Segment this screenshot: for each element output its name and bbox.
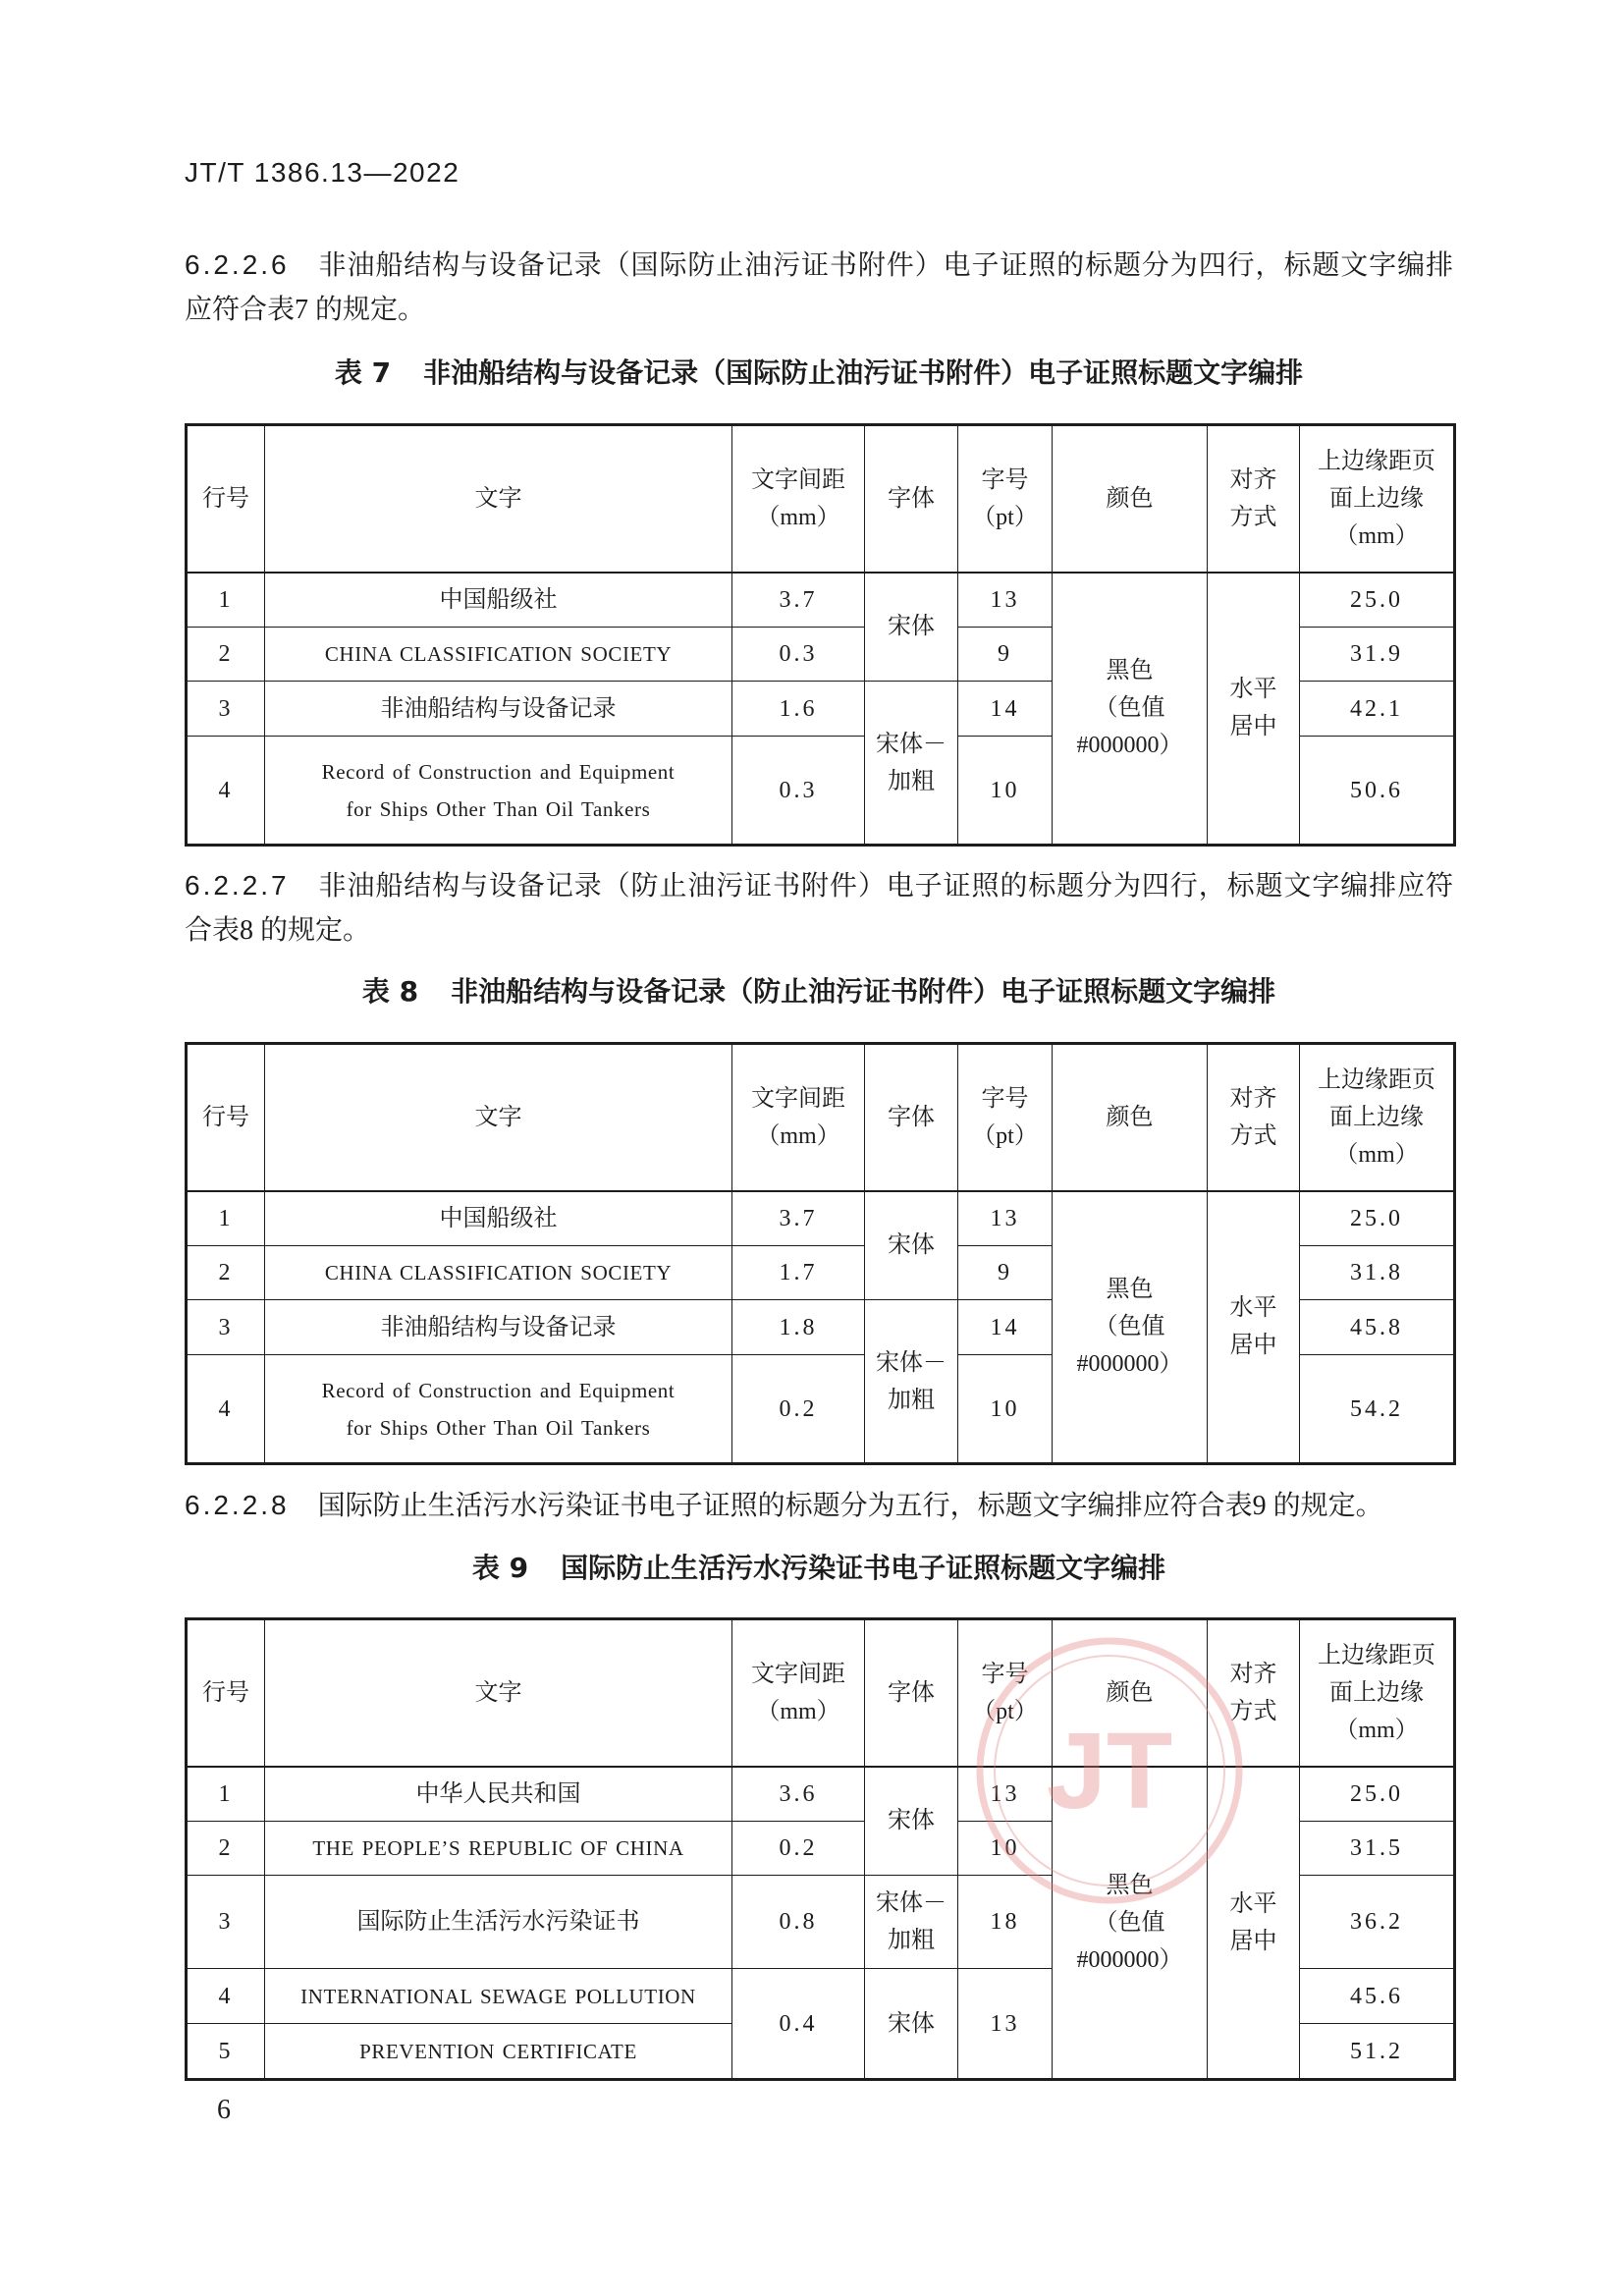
- table-row: [187, 1191, 1455, 1246]
- col-header-font-size: 字号 （pt）: [958, 1619, 1053, 1767]
- table-body: [187, 1767, 1455, 2080]
- cell-top-offset: 54.2: [1300, 1355, 1455, 1464]
- col-header-font: 字体: [865, 1619, 958, 1767]
- clause-line: [185, 1483, 1453, 1528]
- cell-font: 宋体－ 加粗: [865, 682, 958, 846]
- cell-letter-spacing: 0.2: [732, 1822, 865, 1876]
- caption-title: 非油船结构与设备记录（国际防止油污证书附件）电子证照标题文字编排: [423, 356, 1304, 389]
- cell-top-offset: 45.8: [1300, 1300, 1455, 1355]
- caption-number: 表 8: [361, 975, 419, 1008]
- cell-letter-spacing: 1.7: [732, 1246, 865, 1300]
- cell-title-text: INTERNATIONAL SEWAGE POLLUTION: [265, 1969, 732, 2024]
- table-8-caption: [185, 969, 1453, 1014]
- col-header-font-size: 字号 （pt）: [958, 1044, 1053, 1191]
- cell-letter-spacing: 0.4: [732, 1969, 865, 2080]
- cell-title-text: 国际防止生活污水污染证书: [265, 1876, 732, 1969]
- col-header-font-size: 字号 （pt）: [958, 425, 1053, 573]
- col-header-letter-spacing: 文字间距 （mm）: [732, 425, 865, 573]
- cell-title-text: Record of Construction and Equipment for Ships Other Than Oil Tankers: [265, 737, 732, 846]
- cell-title-text: 非油船结构与设备记录: [265, 1300, 732, 1355]
- cell-alignment: 水平 居中: [1208, 1191, 1300, 1464]
- cell-row-number: 1: [187, 573, 265, 628]
- cell-font: 宋体: [865, 1191, 958, 1300]
- cell-top-offset: 36.2: [1300, 1876, 1455, 1969]
- cell-font-size: 13: [958, 1767, 1053, 1822]
- cell-letter-spacing: 3.6: [732, 1767, 865, 1822]
- col-header-color: 颜色: [1053, 1619, 1208, 1767]
- clause-text: 国际防止生活污水污染证书电子证照的标题分为五行，标题文字编排应符合表9 的规定。: [317, 1491, 1383, 1521]
- cell-row-number: 4: [187, 1355, 265, 1464]
- cell-color: 黑色 （色值 #000000）: [1053, 1191, 1208, 1464]
- stamp-lettering: JT: [1046, 1711, 1173, 1831]
- cell-row-number: 2: [187, 628, 265, 682]
- cell-font-size: 10: [958, 1822, 1053, 1876]
- cell-font-size: 10: [958, 1355, 1053, 1464]
- table-body: [187, 1191, 1455, 1464]
- caption-title: 国际防止生活污水污染证书电子证照标题文字编排: [561, 1552, 1166, 1584]
- table-header: [187, 425, 1455, 573]
- col-header-row-number: 行号: [187, 425, 265, 573]
- col-header-text: 文字: [265, 1619, 732, 1767]
- cell-top-offset: 45.6: [1300, 1969, 1455, 2024]
- cell-row-number: 3: [187, 682, 265, 737]
- table-header: [187, 1619, 1455, 1767]
- cell-row-number: 4: [187, 1969, 265, 2024]
- cell-title-text: CHINA CLASSIFICATION SOCIETY: [265, 1246, 732, 1300]
- cell-row-number: 3: [187, 1300, 265, 1355]
- cell-font: 宋体: [865, 1969, 958, 2080]
- col-header-text: 文字: [265, 1044, 732, 1191]
- cell-title-text: PREVENTION CERTIFICATE: [265, 2024, 732, 2080]
- col-header-top-offset: 上边缘距页 面上边缘 （mm）: [1300, 1619, 1455, 1767]
- cell-title-text: Record of Construction and Equipment for Ships Other Than Oil Tankers: [265, 1355, 732, 1464]
- col-header-top-offset: 上边缘距页 面上边缘 （mm）: [1300, 425, 1455, 573]
- col-header-row-number: 行号: [187, 1044, 265, 1191]
- cell-row-number: 3: [187, 1876, 265, 1969]
- clause-6-2-2-8: [185, 1483, 1453, 1528]
- cell-title-text: THE PEOPLE’S REPUBLIC OF CHINA: [265, 1822, 732, 1876]
- cell-top-offset: 25.0: [1300, 1191, 1455, 1246]
- cell-letter-spacing: 1.8: [732, 1300, 865, 1355]
- cell-color: 黑色 （色值 #000000）: [1053, 573, 1208, 846]
- table-7: [185, 423, 1456, 847]
- clause-line: [185, 243, 1453, 288]
- col-header-alignment: 对齐 方式: [1208, 1044, 1300, 1191]
- cell-color: 黑色 （色值 #000000）: [1053, 1767, 1208, 2080]
- cell-title-text: 非油船结构与设备记录: [265, 682, 732, 737]
- cell-top-offset: 25.0: [1300, 573, 1455, 628]
- cell-title-text: 中国船级社: [265, 1191, 732, 1246]
- col-header-alignment: 对齐 方式: [1208, 1619, 1300, 1767]
- cell-top-offset: 42.1: [1300, 682, 1455, 737]
- clause-number: 6.2.2.7: [185, 870, 290, 901]
- cell-font-size: 10: [958, 737, 1053, 846]
- cell-font-size: 9: [958, 1246, 1053, 1300]
- col-header-letter-spacing: 文字间距 （mm）: [732, 1044, 865, 1191]
- cell-row-number: 4: [187, 737, 265, 846]
- table-row: [187, 1767, 1455, 1822]
- cell-top-offset: 31.8: [1300, 1246, 1455, 1300]
- clause-text: 非油船结构与设备记录（防止油污证书附件）电子证照的标题分为四行，标题文字编排应符: [317, 871, 1453, 902]
- clause-6-2-2-7: [185, 863, 1453, 954]
- header-row: [187, 1619, 1455, 1767]
- cell-font-size: 13: [958, 573, 1053, 628]
- table-9-caption: [185, 1546, 1453, 1591]
- caption-title: 非油船结构与设备记录（防止油污证书附件）电子证照标题文字编排: [451, 975, 1276, 1008]
- table-9: [185, 1617, 1456, 2081]
- cell-letter-spacing: 3.7: [732, 573, 865, 628]
- table-body: [187, 573, 1455, 846]
- col-header-row-number: 行号: [187, 1619, 265, 1767]
- cell-letter-spacing: 1.6: [732, 682, 865, 737]
- cell-row-number: 2: [187, 1246, 265, 1300]
- standard-code-header: JT/T 1386.13—2022: [185, 157, 460, 188]
- clause-line: [185, 863, 1453, 908]
- cell-top-offset: 31.9: [1300, 628, 1455, 682]
- table-8: [185, 1042, 1456, 1465]
- cell-row-number: 2: [187, 1822, 265, 1876]
- cell-row-number: 1: [187, 1767, 265, 1822]
- caption-number: 表 7: [334, 356, 392, 389]
- col-header-color: 颜色: [1053, 425, 1208, 573]
- cell-font: 宋体: [865, 573, 958, 682]
- table-header: [187, 1044, 1455, 1191]
- col-header-font: 字体: [865, 425, 958, 573]
- cell-alignment: 水平 居中: [1208, 573, 1300, 846]
- cell-row-number: 1: [187, 1191, 265, 1246]
- cell-font: 宋体－ 加粗: [865, 1300, 958, 1464]
- clause-text: 非油船结构与设备记录（国际防止油污证书附件）电子证照的标题分为四行，标题文字编排: [317, 250, 1453, 281]
- clause-number: 6.2.2.8: [185, 1490, 290, 1520]
- cell-title-text: 中华人民共和国: [265, 1767, 732, 1822]
- table-row: [187, 573, 1455, 628]
- col-header-text: 文字: [265, 425, 732, 573]
- cell-row-number: 5: [187, 2024, 265, 2080]
- cell-font-size: 14: [958, 682, 1053, 737]
- cell-letter-spacing: 0.3: [732, 628, 865, 682]
- cell-letter-spacing: 3.7: [732, 1191, 865, 1246]
- cell-font: 宋体: [865, 1767, 958, 1876]
- clause-number: 6.2.2.6: [185, 249, 290, 280]
- header-row: [187, 1044, 1455, 1191]
- cell-font-size: 14: [958, 1300, 1053, 1355]
- caption-number: 表 9: [471, 1552, 529, 1584]
- col-header-letter-spacing: 文字间距 （mm）: [732, 1619, 865, 1767]
- cell-letter-spacing: 0.8: [732, 1876, 865, 1969]
- page-number: 6: [217, 2095, 231, 2125]
- cell-font-size: 18: [958, 1876, 1053, 1969]
- cell-font-size: 13: [958, 1969, 1053, 2080]
- cell-title-text: CHINA CLASSIFICATION SOCIETY: [265, 628, 732, 682]
- clause-line: 应符合表7 的规定。: [185, 295, 426, 325]
- cell-top-offset: 50.6: [1300, 737, 1455, 846]
- cell-top-offset: 51.2: [1300, 2024, 1455, 2080]
- cell-font: 宋体－ 加粗: [865, 1876, 958, 1969]
- cell-top-offset: 25.0: [1300, 1767, 1455, 1822]
- clause-line: 合表8 的规定。: [185, 915, 371, 946]
- col-header-color: 颜色: [1053, 1044, 1208, 1191]
- cell-title-text: 中国船级社: [265, 573, 732, 628]
- cell-font-size: 9: [958, 628, 1053, 682]
- cell-letter-spacing: 0.2: [732, 1355, 865, 1464]
- table-7-caption: [185, 351, 1453, 396]
- cell-top-offset: 31.5: [1300, 1822, 1455, 1876]
- cell-font-size: 13: [958, 1191, 1053, 1246]
- col-header-top-offset: 上边缘距页 面上边缘 （mm）: [1300, 1044, 1455, 1191]
- col-header-font: 字体: [865, 1044, 958, 1191]
- cell-letter-spacing: 0.3: [732, 737, 865, 846]
- cell-alignment: 水平 居中: [1208, 1767, 1300, 2080]
- col-header-alignment: 对齐 方式: [1208, 425, 1300, 573]
- header-row: [187, 425, 1455, 573]
- clause-6-2-2-6: [185, 243, 1453, 333]
